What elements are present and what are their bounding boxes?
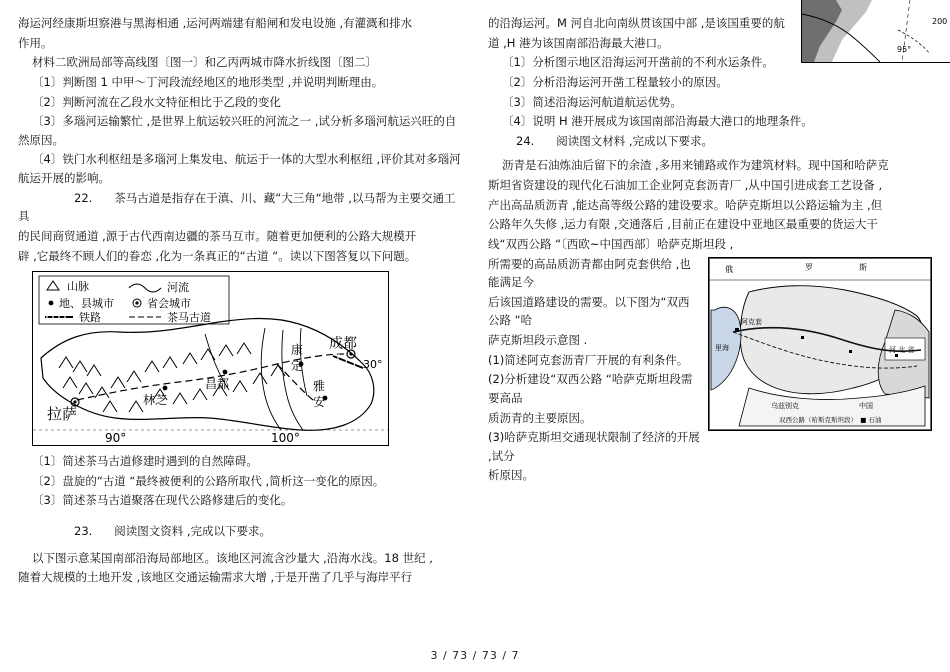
q21-item-2: 〔2〕判断河流在乙段水文特征相比于乙段的变化 — [32, 94, 281, 109]
city-label-lasa: 拉萨 — [47, 405, 78, 424]
lon-label-100: 100° — [271, 431, 300, 446]
map-label-hebei: 河 北 省 — [889, 345, 915, 354]
svg-text:省会城市: 省会城市 — [147, 297, 191, 311]
q24-title: 阅读图文材料 ,完成以下要求。 — [556, 133, 714, 148]
q24-body-8: 萨克斯坦段示意图 . — [488, 333, 588, 347]
svg-text:安: 安 — [313, 395, 326, 410]
q24-item-4: (3)哈萨克斯坦交通现状限制了经济的开展 ,试分 — [488, 430, 700, 463]
material-title: 材料二欧洲局部等高线图〔图一〕和乙丙两城市降水折线图〔图二〕 — [32, 55, 377, 70]
map-label-si: 斯 — [859, 262, 867, 272]
svg-text:山脉: 山脉 — [67, 280, 89, 294]
top-map-lon-label: 95° — [897, 45, 912, 54]
q24-item-5: 析原因。 — [488, 468, 534, 483]
q22-item-2: 〔2〕盘旋的“古道 “最终被便利的公路所取代 ,简析这一变化的原因。 — [32, 473, 385, 488]
q24-item-2: (2)分析建设“双西公路 “哈萨克斯坦段需要高品 — [488, 372, 693, 405]
svg-text:定: 定 — [291, 359, 304, 374]
top-map-scale-label: 200 — [932, 17, 948, 26]
map-label-russia-1: 俄 — [725, 264, 733, 274]
lat-label-30: 30° — [363, 358, 383, 372]
top-right-map-figure — [801, 0, 950, 63]
q22-body-1: 的民间商贸通道 ,源于古代西南边疆的茶马互市。随着更加便利的公路大规模开 — [18, 228, 417, 243]
q21-item-4: 〔4〕铁门水利枢纽是多瑙河上集发电、航运于一体的大型水利枢纽 ,评价其对多瑙河航运开展的影响。 — [18, 152, 461, 185]
map-label-aktau: 阿克套 — [741, 317, 762, 326]
q24-body-7: 后该国道路建设的需要。以下图为“双西公路 “哈 — [488, 294, 690, 328]
page-footer: 3 / 73 / 73 / 7 — [430, 649, 520, 662]
road-map-legend-text: 双西公路（哈斯克斯坦段） ■ 石油 — [779, 415, 882, 424]
lon-label-90: 90° — [105, 431, 127, 446]
q24-body-1: 沥青是石油炼油后留下的余渣 ,多用来铺路或作为建筑材料。现中国和哈萨克 — [502, 158, 889, 173]
road-map-legend — [779, 415, 882, 424]
q23-item-2: 〔2〕分析沿海运河开凿工程量较小的原因。 — [502, 74, 728, 89]
q24-heading — [488, 132, 932, 151]
map-label-china: 中国 — [859, 401, 873, 410]
q23-body-1: 以下图示意某国南部沿海局部地区。该地区河流含沙量大 ,沿海水浅。18 世纪 , — [32, 550, 433, 565]
city-label-kangding: 康 — [291, 343, 304, 358]
q24-body-2: 斯坦省资建设的现代化石油加工企业阿克套沥青厂 ,从中国引进成套工艺设备 , — [488, 178, 883, 192]
intro-line-1: 海运河经康斯坦察港与黑海相通 ,运河两端建有船闸和发电设施 ,有灌溉和排水 — [18, 16, 413, 30]
q23-number: 23. — [74, 524, 93, 538]
city-label-yaan: 雅 — [313, 379, 326, 394]
intro-line-2: 作用。 — [18, 35, 53, 50]
q24-number: 24. — [516, 133, 535, 148]
svg-text:河流: 河流 — [167, 281, 189, 295]
q23-heading — [18, 522, 462, 541]
q22-body-2: 辟 ,它最终不顾人们的眷恋 ,化为一条真正的“古道 “。读以下图答复以下问题。 — [18, 248, 417, 263]
svg-text:地、县城市: 地、县城市 — [59, 297, 114, 311]
city-label-chengdu: 成都 — [329, 336, 357, 353]
two-west-highway-map-figure — [708, 257, 932, 431]
q24-body-4: 公路年久失修 ,运力有限 ,交通落后 ,目前正在建设中亚地区最重要的货运大干 — [488, 217, 878, 232]
q24-item-1: (1)简述阿克套沥青厂开展的有利条件。 — [488, 352, 689, 367]
q23-cont-1: 的沿海运河。M 河自北向南纵贯该国中部 ,是该国重要的航 — [488, 16, 785, 30]
q23-body-2: 随着大规模的土地开发 ,该地区交通运输需求大增 ,于是开凿了几乎与海岸平行 — [18, 570, 413, 585]
q23-cont-2: 道 ,H 港为该国南部沿海最大港口。 — [488, 35, 669, 50]
q22-title: 茶马古道是指存在于滇、川、藏“大三角“地带 ,以马帮为主要交通工具 — [18, 190, 456, 224]
q24-body-5: 线“双西公路 “〔西欧~中国西部〕哈萨克斯坦段 , — [488, 236, 734, 251]
tea-horse-road-map-figure — [32, 271, 389, 446]
q23-title: 阅读图文资料 ,完成以下要求。 — [114, 524, 272, 538]
right-column — [488, 14, 932, 588]
city-label-changdu: 昌都 — [205, 377, 230, 392]
q21-item-3: 〔3〕多瑙河运输繁忙 ,是世界上航运较兴旺的河流之一 ,试分析多瑙河航运兴旺的自然原因。 — [18, 114, 457, 147]
left-column — [18, 14, 462, 588]
q22-heading — [18, 189, 462, 226]
svg-text:铁路: 铁路 — [79, 311, 101, 325]
q22-item-1: 〔1〕简述茶马古道修建时遇到的自然障碍。 — [32, 454, 258, 469]
map-label-luo: 罗 — [805, 262, 813, 272]
q23-item-1: 〔1〕分析图示地区沿海运河开凿前的不利水运条件。 — [502, 55, 774, 70]
q24-item-3: 质沥青的主要原因。 — [488, 410, 592, 425]
q22-number: 22. — [74, 190, 93, 205]
map-label-caspian: 里海 — [715, 343, 729, 352]
city-label-linzhi: 林芝 — [143, 393, 168, 408]
q22-item-3: 〔3〕简述茶马古道聚落在现代公路修建后的变化。 — [32, 493, 293, 508]
q24-body-3: 产出高品质沥青 ,能达高等级公路的建设要求。哈萨克斯坦以公路运输为主 ,但 — [488, 197, 883, 212]
q21-item-1: 〔1〕判断图 1 中甲～丁河段流经地区的地形类型 ,并说明判断理由。 — [32, 74, 384, 89]
q24-body-6: 所需要的高品质沥青都由阿克套供给 ,也能满足今 — [488, 256, 691, 290]
q23-item-3: 〔3〕简述沿海运河航道航运优势。 — [502, 94, 682, 109]
map-label-uzbek: 乌兹别克 — [771, 401, 799, 410]
svg-text:茶马古道: 茶马古道 — [167, 311, 211, 325]
q23-item-4: 〔4〕说明 H 港开展成为该国南部沿海最大港口的地理条件。 — [502, 114, 813, 129]
